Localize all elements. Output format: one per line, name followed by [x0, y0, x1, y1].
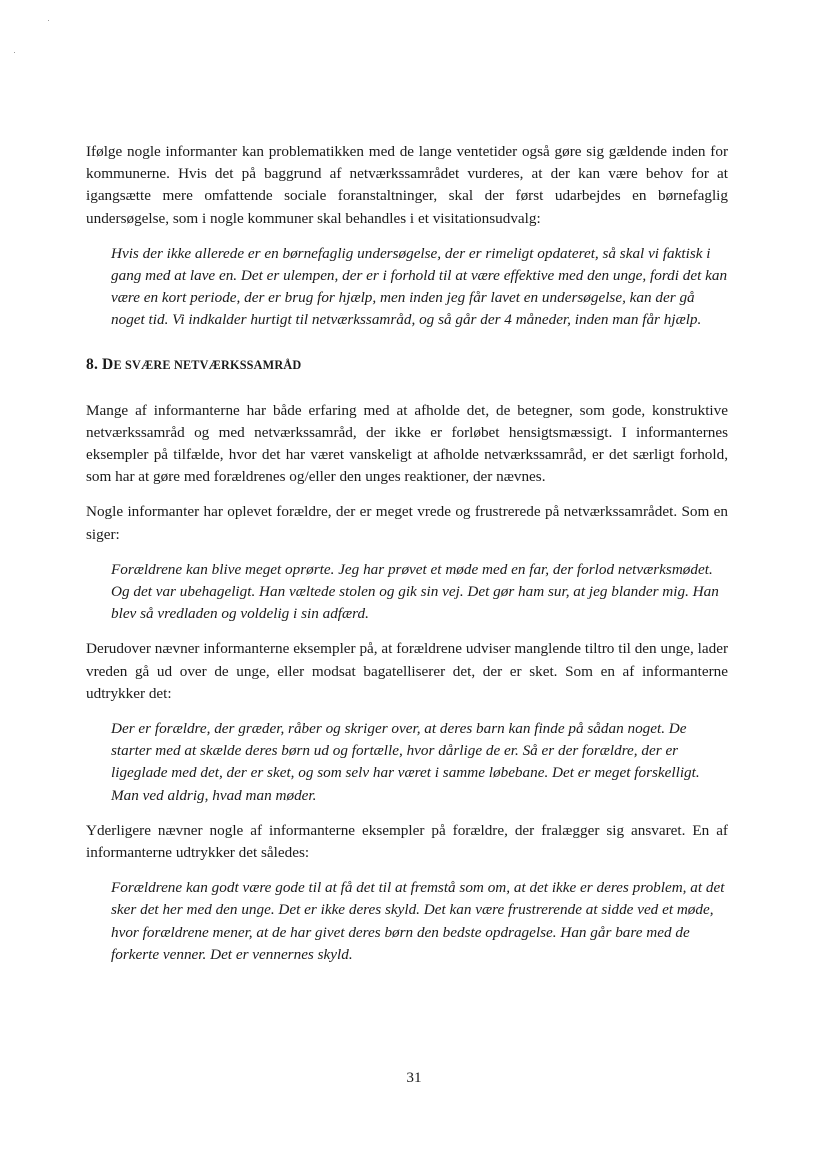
block-quote: Der er forældre, der græder, råber og skriger over, at deres barn kan finde på sådan noget. De starter med at skælde deres børn ud og fortælle, hvor dårlige de er. Så er der forældre, der er ligeglade med det, der er sket, og som selv har været i samme løbebane. Det er meget forskelligt. Man ved aldrig, hvad man møder.	[111, 720, 700, 804]
body-paragraph: Derudover nævner informanterne eksempler på, at forældrene udviser manglende tiltro til den unge, lader vreden gå ud over de unge, eller modsat bagatelliserer det, der er sket. Som en af informanterne udtrykker det:	[86, 640, 728, 702]
body-paragraph: Yderligere nævner nogle af informanterne eksempler på forældre, der fralægger sig ansvaret. En af informanterne udtrykker det således:	[86, 821, 728, 862]
body-paragraph: Mange af informanterne har både erfaring med at afholde det, de betegner, som gode, konstruktive netværkssamråd og med netværkssamråd, der ikke er forløbet hensigtsmæssigt. I informanternes eksempler på tilfælde, hvor det har været vanskeligt at afholde netværkssamråd, er det særligt forhold, som har at gøre med forældrenes og/eller den unges reaktioner, der nævnes.	[86, 401, 728, 486]
body-paragraph: Ifølge nogle informanter kan problematikken med de lange ventetider også gøre sig gældende inden for kommunerne. Hvis det på baggrund af netværkssamrådet vurderes, at der kan være behov for at igangsætte mere omfattende sociale foranstaltninger, skal der først udarbejdes en børnefaglig undersøgelse, som i nogle kommuner skal behandles i et visitationsudvalg:	[86, 143, 728, 227]
section-number: 8.	[86, 355, 99, 373]
block-quote: Forældrene kan blive meget oprørte. Jeg har prøvet et møde med en far, der forlod netværksmødet. Og det var ubehageligt. Han væltede stolen og gik sin vej. Det gør ham sur, at jeg blander mig. Han blev så vredladen og voldelig i sin adfærd.	[111, 560, 719, 623]
page-body	[86, 141, 728, 966]
page-number: 31	[406, 1069, 422, 1086]
scan-speck	[14, 52, 15, 53]
section-title-initial: D	[102, 355, 114, 373]
scan-speck	[48, 20, 49, 21]
block-quote: Forældrene kan godt være gode til at få det til at fremstå som om, at det ikke er deres problem, at det sker det her med den unge. Det er ikke deres skyld. Det kan være frustrerende at sidde ved et møde, hvor forældrene mener, at de har givet deres børn den bedste opdragelse. Han går bare med de forkerte venner. Det er vennernes skyld.	[111, 879, 725, 963]
block-quote: Hvis der ikke allerede er en børnefaglig undersøgelse, der er rimeligt opdateret, så skal vi faktisk i gang med at lave en. Det er ulempen, der er i forhold til at være effektive med den unge, fordi det kan være en kort periode, der er brug for hjælp, men inden jeg får lavet en undersøgelse, kan der gå noget tid. Vi indkalder hurtigt til netværkssamråd, og så går der 4 måneder, inden man får hjælp.	[111, 244, 728, 329]
section-title-rest: E SV	[113, 357, 141, 372]
body-paragraph: Nogle informanter har oplevet forældre, der er meget vrede og frustrerede på netværkssamrådet. Som en siger:	[86, 503, 728, 543]
section-title-rest: ÆRE NETVÆRKSSAMRÅD	[141, 357, 302, 372]
section-heading	[86, 354, 728, 376]
